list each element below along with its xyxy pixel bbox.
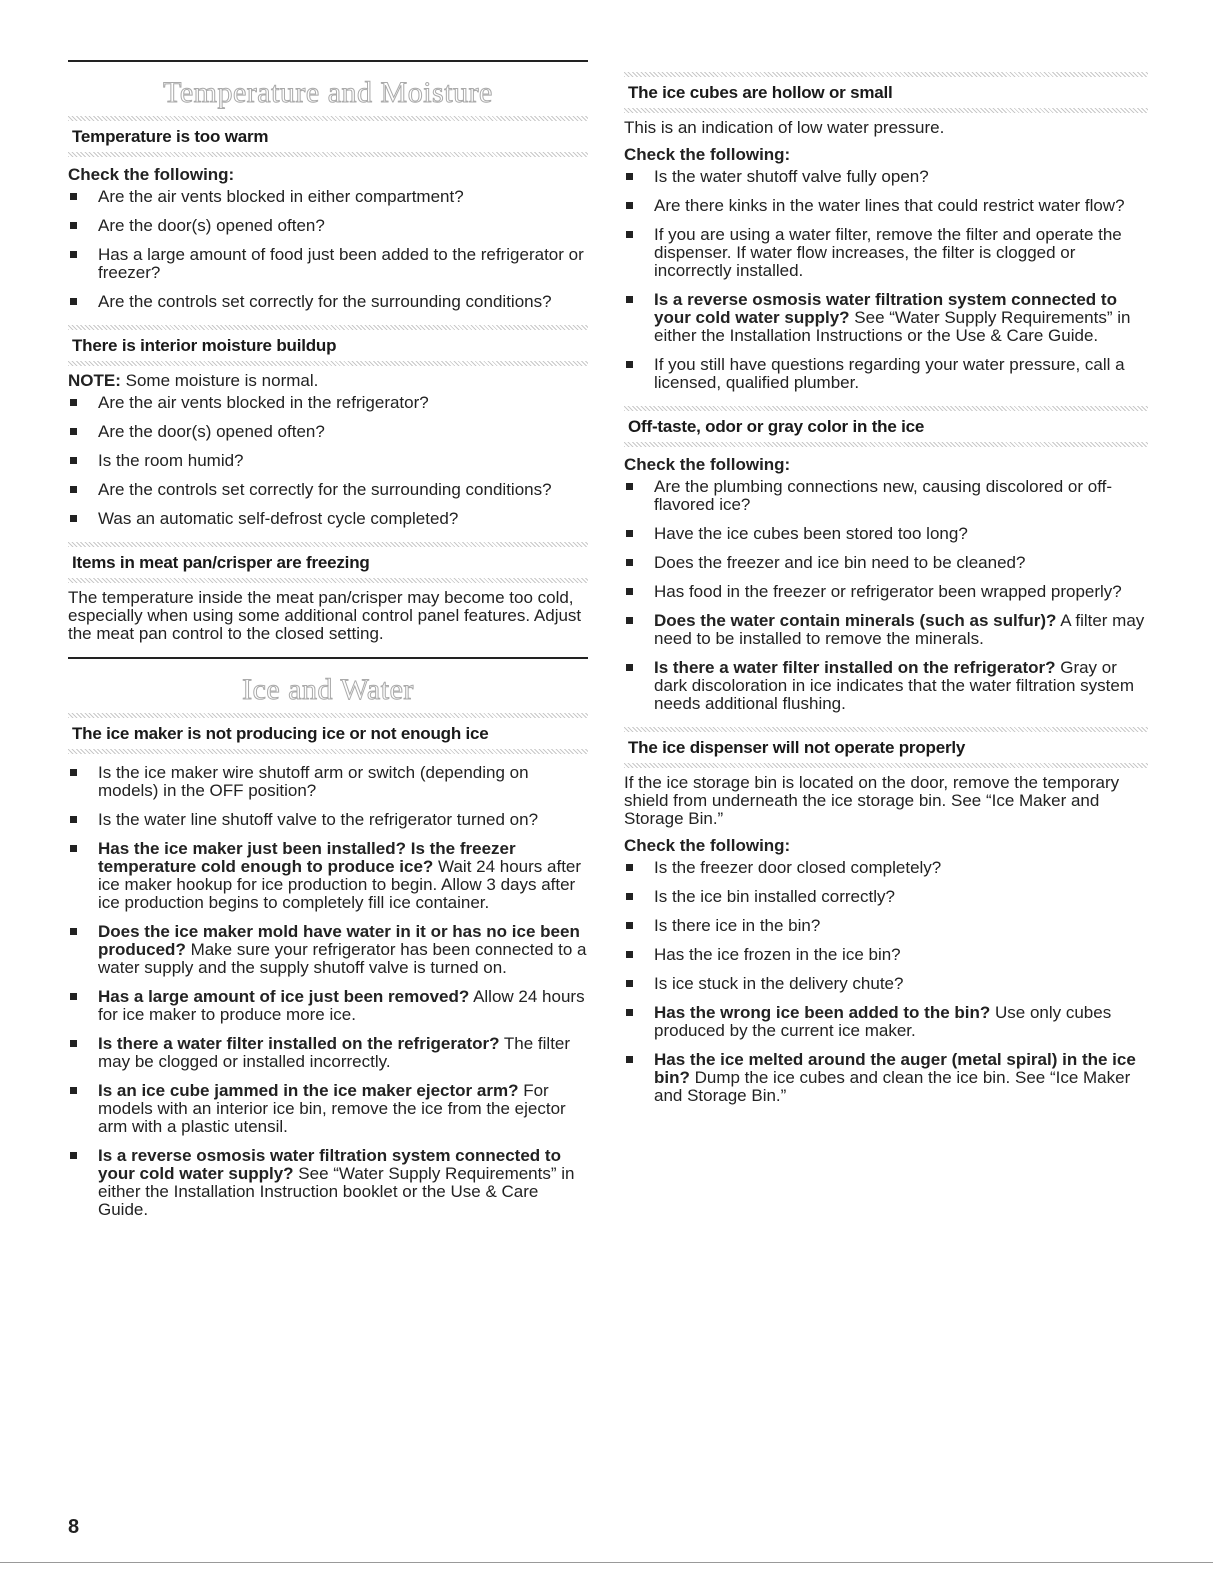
topic-title: The ice maker is not producing ice or not enough ice — [72, 724, 489, 743]
checklist — [624, 168, 1148, 392]
topic-bar — [624, 108, 1148, 113]
check-label: Check the following: — [624, 836, 791, 855]
list-item — [624, 888, 1148, 906]
topic-bar — [624, 763, 1148, 768]
topic-off-taste — [624, 406, 1148, 713]
topic-title: Items in meat pan/crisper are freezing — [72, 553, 370, 572]
item-text: Is the water line shutoff valve to the refrigerator turned on? — [98, 810, 539, 829]
topic-bar — [68, 361, 588, 366]
topic-bar — [68, 749, 588, 754]
topic-moisture — [68, 325, 588, 528]
topic-title: The ice dispenser will not operate properly — [628, 738, 966, 757]
item-text: Is ice stuck in the delivery chute? — [654, 974, 904, 993]
topic-bar — [68, 152, 588, 157]
list-item: Has a large amount of food just been added to the refrigerator or freezer? — [68, 246, 588, 282]
item-bold: Is an ice cube jammed in the ice maker ejector arm? — [98, 1081, 519, 1100]
item-text: Allow 24 hours for ice maker to produce more ice. — [98, 987, 585, 1024]
section-title-ice-water: Ice and Water — [242, 673, 414, 706]
list-item: Are the controls set correctly for the surrounding conditions? — [68, 293, 588, 311]
list-item — [68, 1035, 588, 1071]
list-item — [624, 291, 1148, 345]
list-item — [624, 583, 1148, 601]
item-text: Are the plumbing connections new, causing discolored or off-flavored ice? — [654, 477, 1113, 514]
item-text: Has food in the freezer or refrigerator been wrapped properly? — [654, 582, 1122, 601]
list-item — [624, 946, 1148, 964]
item-text: Is the freezer door closed completely? — [654, 858, 942, 877]
item-text: Wait 24 hours after ice maker hookup for ice production to begin. Allow 3 days after ice production begins to completely fill ice container. — [98, 857, 582, 912]
item-text: Make sure your refrigerator has been connected to a water supply and the supply shutoff valve is turned on. — [98, 940, 587, 977]
section-title-temperature: Temperature and Moisture — [163, 76, 493, 109]
bottom-rule — [0, 1562, 1213, 1563]
list-item — [624, 659, 1148, 713]
note-label: NOTE: — [68, 371, 121, 390]
item-bold: Is a reverse osmosis water filtration system connected to your cold water supply? — [654, 290, 1117, 327]
list-item — [68, 1147, 588, 1219]
topic-text: The temperature inside the meat pan/crisper may become too cold, especially when using some additional control panel features. Adjust the meat pan control to the closed setting. — [68, 588, 582, 643]
note-text: Some moisture is normal. — [120, 371, 319, 390]
item-bold: Does the water contain minerals (such as sulfur)? — [654, 611, 1057, 630]
list-item — [624, 859, 1148, 877]
item-text: If you still have questions regarding your water pressure, call a licensed, qualified plumber. — [654, 355, 1125, 392]
item-bold: Has the ice melted around the auger (metal spiral) in the ice bin? — [654, 1050, 1136, 1087]
list-item — [624, 554, 1148, 572]
list-item — [68, 811, 588, 829]
topic-title: Off-taste, odor or gray color in the ice — [628, 417, 925, 436]
item-bold: Has the wrong ice been added to the bin? — [654, 1003, 991, 1022]
item-text: Does the freezer and ice bin need to be cleaned? — [654, 553, 1026, 572]
item-text: Is the ice bin installed correctly? — [654, 887, 895, 906]
item-text: Is the water shutoff valve fully open? — [654, 167, 929, 186]
topic-bar — [68, 578, 588, 583]
topic-intro: If the ice storage bin is located on the door, remove the temporary shield from underneath the ice storage bin. See “Ice Maker and Storage Bin.” — [624, 773, 1120, 828]
item-text: If you are using a water filter, remove the filter and operate the dispenser. If water flow increases, the filter is clogged or incorrectly installed. — [654, 225, 1122, 280]
list-item — [624, 917, 1148, 935]
list-item — [624, 525, 1148, 543]
item-text: The filter may be clogged or installed incorrectly. — [98, 1034, 571, 1071]
topic-bar — [624, 442, 1148, 447]
topic-title: There is interior moisture buildup — [72, 336, 337, 355]
item-text: For models with an interior ice bin, remove the ice from the ejector arm with a plastic utensil. — [98, 1081, 566, 1136]
note — [68, 372, 588, 390]
item-bold: Has the ice maker just been installed? Is the freezer temperature cold enough to produce ice? — [98, 839, 516, 876]
item-bold: Is a reverse osmosis water filtration system connected to your cold water supply? — [98, 1146, 561, 1183]
list-item — [624, 1004, 1148, 1040]
check-label: Check the following: — [624, 455, 791, 474]
topic-title: Temperature is too warm — [72, 127, 269, 146]
check-label: Check the following: — [68, 165, 235, 184]
list-item — [68, 1082, 588, 1136]
topic-title: The ice cubes are hollow or small — [628, 83, 893, 102]
list-item — [68, 988, 588, 1024]
list-item — [68, 923, 588, 977]
item-bold: Is there a water filter installed on the refrigerator? — [654, 658, 1056, 677]
item-bold: Has a large amount of ice just been removed? — [98, 987, 470, 1006]
topic-intro: This is an indication of low water pressure. — [624, 118, 945, 137]
item-text: Have the ice cubes been stored too long? — [654, 524, 968, 543]
list-item: Was an automatic self-defrost cycle completed? — [68, 510, 588, 528]
list-item — [624, 612, 1148, 648]
list-item: Are the controls set correctly for the surrounding conditions? — [68, 481, 588, 499]
list-item — [624, 975, 1148, 993]
list-item — [624, 168, 1148, 186]
topic-dispenser — [624, 727, 1148, 1105]
checklist — [624, 478, 1148, 713]
checklist — [68, 188, 588, 311]
item-text: See “Water Supply Requirements” in either the Installation Instructions or the Use & Care Guide. — [654, 308, 1131, 345]
item-text: Has the ice frozen in the ice bin? — [654, 945, 901, 964]
checklist — [624, 859, 1148, 1105]
list-item — [624, 197, 1148, 215]
list-item — [68, 840, 588, 912]
item-bold: Does the ice maker mold have water in it or has no ice been produced? — [98, 922, 580, 959]
item-text: Is there ice in the bin? — [654, 916, 821, 935]
list-item — [68, 764, 588, 800]
list-item: Are the air vents blocked in the refrigerator? — [68, 394, 588, 412]
topic-crisper — [68, 542, 588, 643]
list-item — [624, 478, 1148, 514]
checklist — [68, 764, 588, 1219]
list-item: Are the door(s) opened often? — [68, 217, 588, 235]
right-column — [624, 72, 1148, 1119]
page-number: 8 — [68, 1516, 80, 1538]
item-text: Use only cubes produced by the current ice maker. — [654, 1003, 1112, 1040]
list-item — [624, 226, 1148, 280]
left-column — [68, 60, 588, 1233]
topic-temperature-warm — [68, 116, 588, 311]
item-text: Dump the ice cubes and clean the ice bin. See “Ice Maker and Storage Bin.” — [654, 1068, 1131, 1105]
topic-hollow-cubes — [624, 72, 1148, 392]
item-text: A filter may need to be installed to remove the minerals. — [654, 611, 1145, 648]
list-item — [624, 356, 1148, 392]
checklist — [68, 394, 588, 528]
item-text: See “Water Supply Requirements” in either the Installation Instruction booklet or the Use & Care Guide. — [98, 1164, 575, 1219]
topic-ice-maker — [68, 713, 588, 1219]
item-text: Are there kinks in the water lines that could restrict water flow? — [654, 196, 1125, 215]
list-item: Is the room humid? — [68, 452, 588, 470]
item-text: Gray or dark discoloration in ice indicates that the water filtration system needs additional flushing. — [654, 658, 1135, 713]
list-item: Are the air vents blocked in either compartment? — [68, 188, 588, 206]
item-text: Is the ice maker wire shutoff arm or switch (depending on models) in the OFF position? — [98, 763, 529, 800]
check-label: Check the following: — [624, 145, 791, 164]
list-item: Are the door(s) opened often? — [68, 423, 588, 441]
list-item — [624, 1051, 1148, 1105]
item-bold: Is there a water filter installed on the refrigerator? — [98, 1034, 500, 1053]
